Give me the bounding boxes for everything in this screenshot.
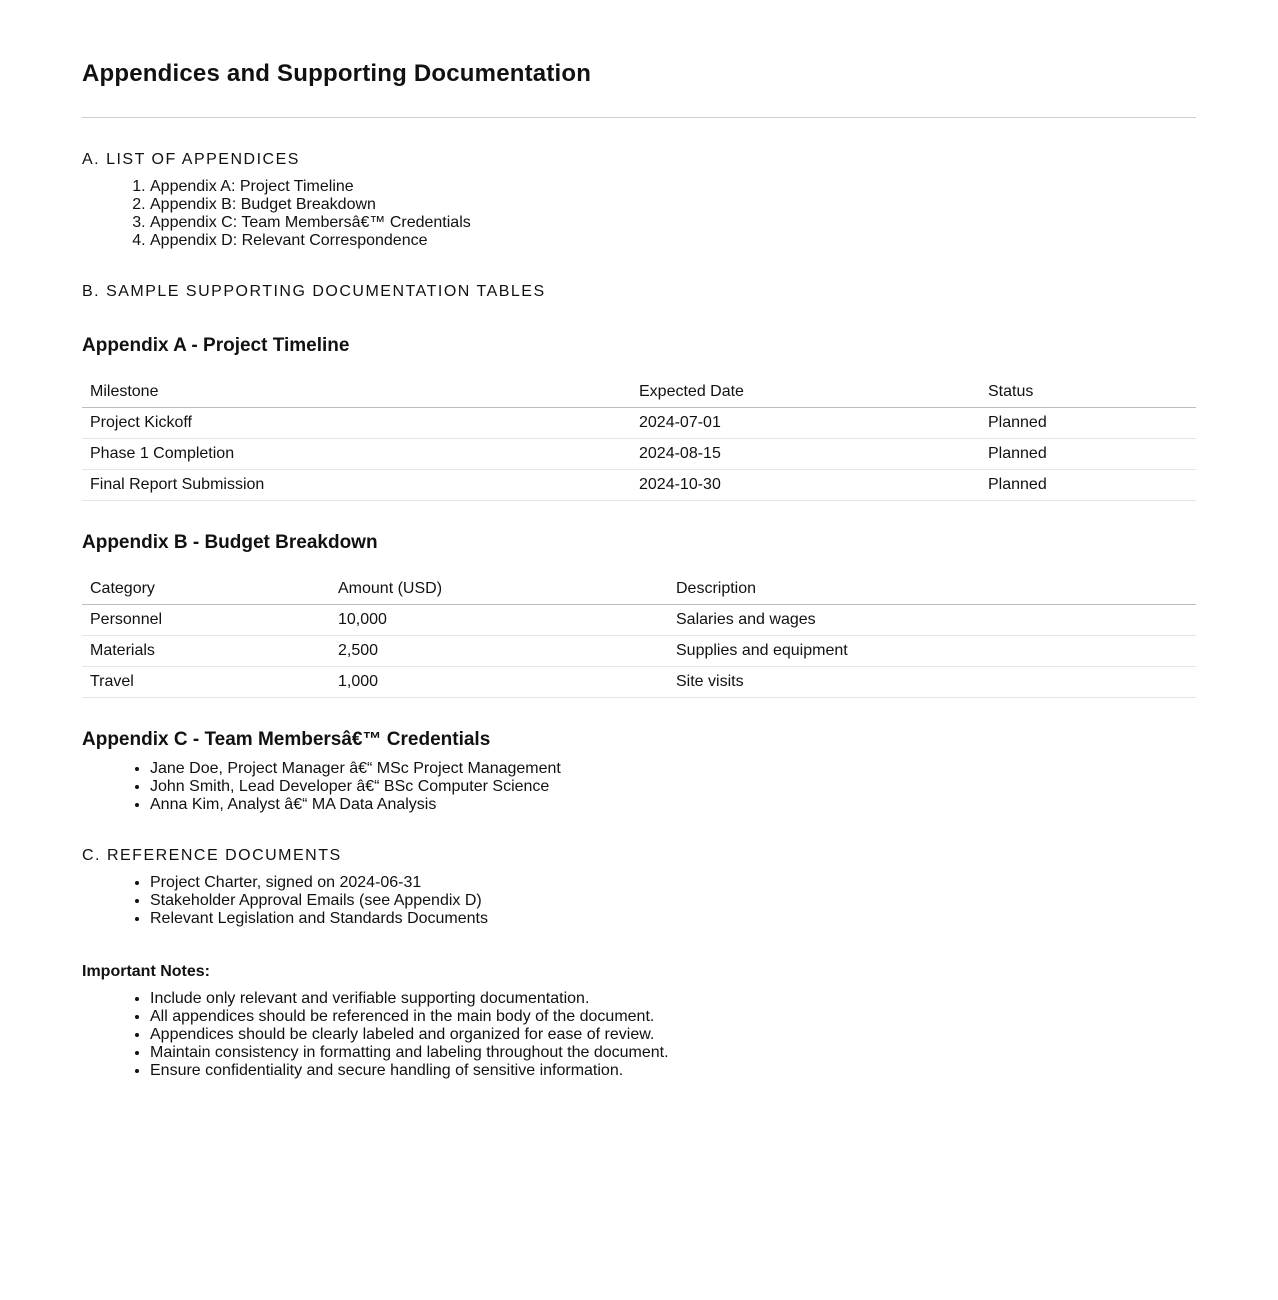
appendix-list — [82, 178, 1196, 250]
column-header: Milestone — [82, 376, 631, 408]
important-notes-list — [82, 990, 1196, 1080]
table-cell: Materials — [82, 636, 330, 667]
appendix-a-heading: Appendix A - Project Timeline — [82, 335, 350, 356]
list-item: • Jane Doe, Project Manager â€“ MSc Project Management — [150, 760, 1196, 778]
list-item: • Ensure confidentiality and secure handling of sensitive information. — [150, 1062, 1196, 1080]
table-row — [82, 636, 1196, 667]
list-item: 4. Appendix D: Relevant Correspondence — [150, 232, 1196, 250]
credentials-list — [82, 760, 1196, 814]
table-header-row — [82, 573, 1196, 605]
list-item: 3. Appendix C: Team Membersâ€™ Credentials — [150, 214, 1196, 232]
table-cell: Project Kickoff — [82, 408, 631, 439]
table-cell: 2024-08-15 — [631, 439, 980, 470]
appendix-b-heading: Appendix B - Budget Breakdown — [82, 532, 378, 553]
table-row — [82, 667, 1196, 698]
table-cell: 2024-10-30 — [631, 470, 980, 501]
title-divider — [82, 117, 1196, 118]
budget-breakdown-table — [82, 573, 1196, 698]
table-cell: 2024-07-01 — [631, 408, 980, 439]
appendix-c-heading: Appendix C - Team Membersâ€™ Credentials — [82, 729, 491, 750]
table-cell: Phase 1 Completion — [82, 439, 631, 470]
table-cell: Planned — [980, 470, 1196, 501]
important-notes-label: Important Notes: — [82, 963, 210, 980]
table-cell: Planned — [980, 439, 1196, 470]
column-header: Amount (USD) — [330, 573, 668, 605]
table-row — [82, 408, 1196, 439]
list-item: • All appendices should be referenced in the main body of the document. — [150, 1008, 1196, 1026]
table-cell: 1,000 — [330, 667, 668, 698]
list-item: • Anna Kim, Analyst â€“ MA Data Analysis — [150, 796, 1196, 814]
list-item: • Appendices should be clearly labeled and organized for ease of review. — [150, 1026, 1196, 1044]
list-item: • Include only relevant and verifiable supporting documentation. — [150, 990, 1196, 1008]
list-item: 2. Appendix B: Budget Breakdown — [150, 196, 1196, 214]
section-c-heading: C. REFERENCE DOCUMENTS — [82, 847, 342, 864]
list-item: • John Smith, Lead Developer â€“ BSc Computer Science — [150, 778, 1196, 796]
table-cell: Supplies and equipment — [668, 636, 1196, 667]
table-cell: Final Report Submission — [82, 470, 631, 501]
table-row — [82, 605, 1196, 636]
column-header: Category — [82, 573, 330, 605]
column-header: Expected Date — [631, 376, 980, 408]
table-cell: Salaries and wages — [668, 605, 1196, 636]
list-item: • Maintain consistency in formatting and labeling throughout the document. — [150, 1044, 1196, 1062]
table-cell: 10,000 — [330, 605, 668, 636]
reference-documents-list — [82, 874, 1196, 928]
column-header: Description — [668, 573, 1196, 605]
list-item: • Project Charter, signed on 2024-06-31 — [150, 874, 1196, 892]
page-title: Appendices and Supporting Documentation — [82, 60, 592, 87]
table-row — [82, 470, 1196, 501]
table-cell: Planned — [980, 408, 1196, 439]
project-timeline-table — [82, 376, 1196, 501]
table-row — [82, 439, 1196, 470]
column-header: Status — [980, 376, 1196, 408]
table-cell: Travel — [82, 667, 330, 698]
section-b-heading: B. SAMPLE SUPPORTING DOCUMENTATION TABLES — [82, 283, 546, 300]
table-cell: 2,500 — [330, 636, 668, 667]
table-cell: Personnel — [82, 605, 330, 636]
list-item: • Stakeholder Approval Emails (see Appendix D) — [150, 892, 1196, 910]
list-item: 1. Appendix A: Project Timeline — [150, 178, 1196, 196]
table-header-row — [82, 376, 1196, 408]
list-item: • Relevant Legislation and Standards Documents — [150, 910, 1196, 928]
table-cell: Site visits — [668, 667, 1196, 698]
section-a-heading: A. LIST OF APPENDICES — [82, 151, 300, 168]
